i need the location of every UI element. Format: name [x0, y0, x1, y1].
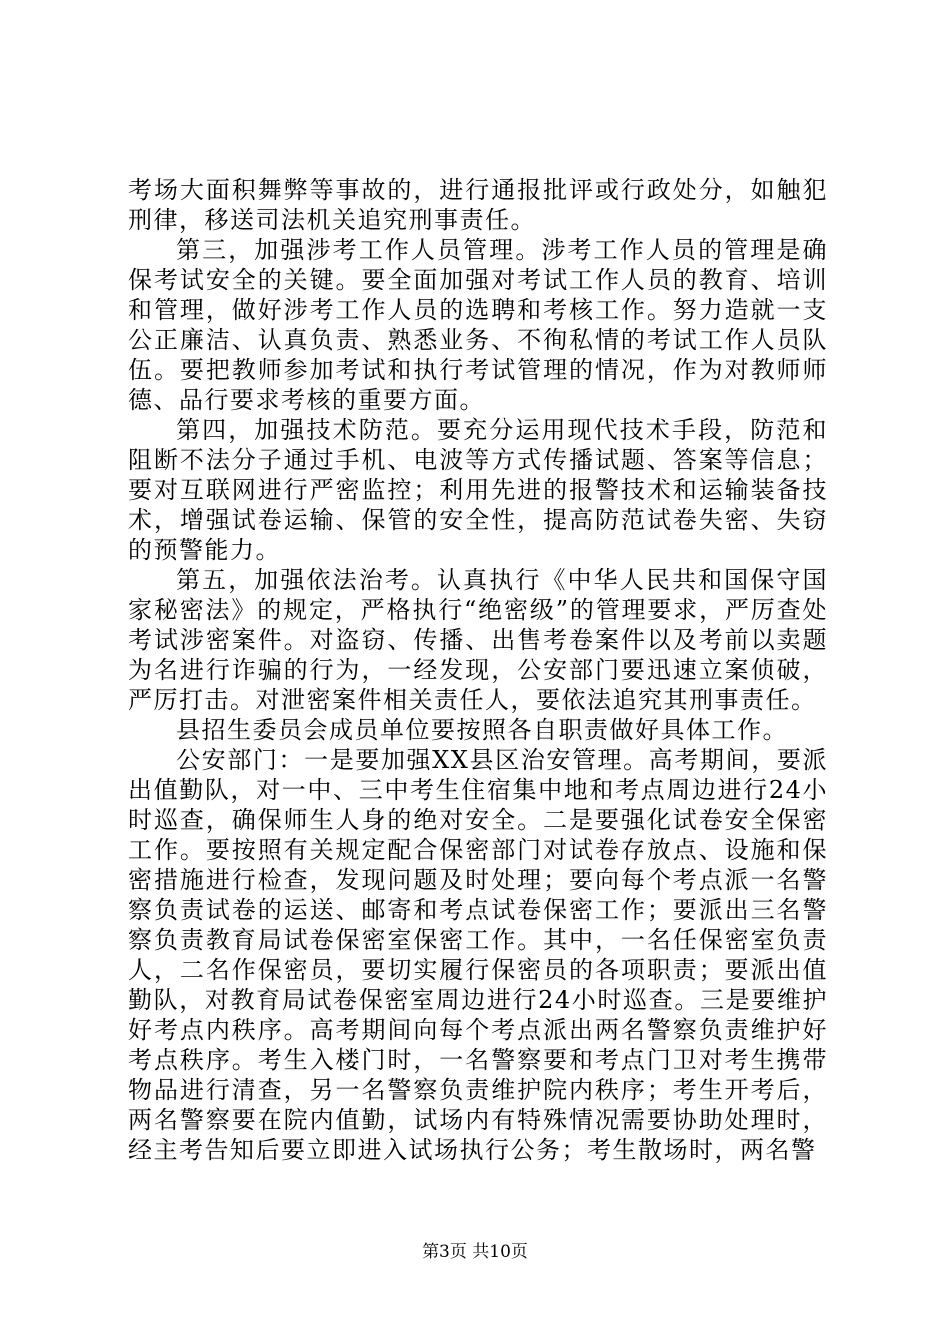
page-number: 第3页 共10页 — [422, 1242, 528, 1262]
paragraph-5: 县招生委员会成员单位要按照各自职责做好具体工作。 — [176, 716, 788, 744]
page-footer — [0, 1240, 950, 1264]
paragraph-6: 公安部门：一是要加强XX县区治安管理。高考期间，要派出值勤队，对一中、三中考生住宿集中地和考点周边进行24小时巡查，确保师生人身的绝对安全。二是要强化试卷安全保密工作。要按照有关规定配合保密部门对试卷存放点、设施和保密措施进行检查，发现问题及时处理；要向每个考点派一名警察负责试卷的运送、邮寄和考点试卷保密工作；要派出三名警察负责教育局试卷保密室保密工作。其中，一名任保密室负责人，二名作保密员，要切实履行保密员的各项职责；要派出值勤队，对教育局试卷保密室周边进行24小时巡查。三是要维护好考点内秩序。高考期间向每个考点派出两名警察负责维护好考点秩序。考生入楼门时，一名警察要和考点门卫对考生携带物品进行清查，另一名警察负责维护院内秩序；考生开考后，两名警察要在院内值勤，试场内有特殊情况需要协助处理时，经主考告知后要立即进入试场执行公务；考生散场时，两名警 — [128, 746, 828, 1164]
document-body — [128, 175, 828, 1165]
paragraph-4: 第五，加强依法治考。认真执行《中华人民共和国保守国家秘密法》的规定，严格执行“绝密级”的管理要求，严厉查处考试涉密案件。对盗窃、传播、出售考卷案件以及考前以卖题为名进行诈骗的行为，一经发现，公安部门要迅速立案侦破，严厉打击。对泄密案件相关责任人，要依法追究其刑事责任。 — [128, 566, 828, 714]
paragraph-2: 第三，加强涉考工作人员管理。涉考工作人员的管理是确保考试安全的关键。要全面加强对考试工作人员的教育、培训和管理，做好涉考工作人员的选聘和考核工作。努力造就一支公正廉洁、认真负责、熟悉业务、不徇私情的考试工作人员队伍。要把教师参加考试和执行考试管理的情况，作为对教师师德、品行要求考核的重要方面。 — [128, 236, 828, 414]
paragraph-3: 第四，加强技术防范。要充分运用现代技术手段，防范和阻断不法分子通过手机、电波等方式传播试题、答案等信息；要对互联网进行严密监控；利用先进的报警技术和运输装备技术，增强试卷运输、保管的安全性，提高防范试卷失密、失窃的预警能力。 — [128, 416, 828, 564]
paragraph-1: 考场大面积舞弊等事故的，进行通报批评或行政处分，如触犯刑律，移送司法机关追究刑事责任。 — [128, 176, 828, 234]
